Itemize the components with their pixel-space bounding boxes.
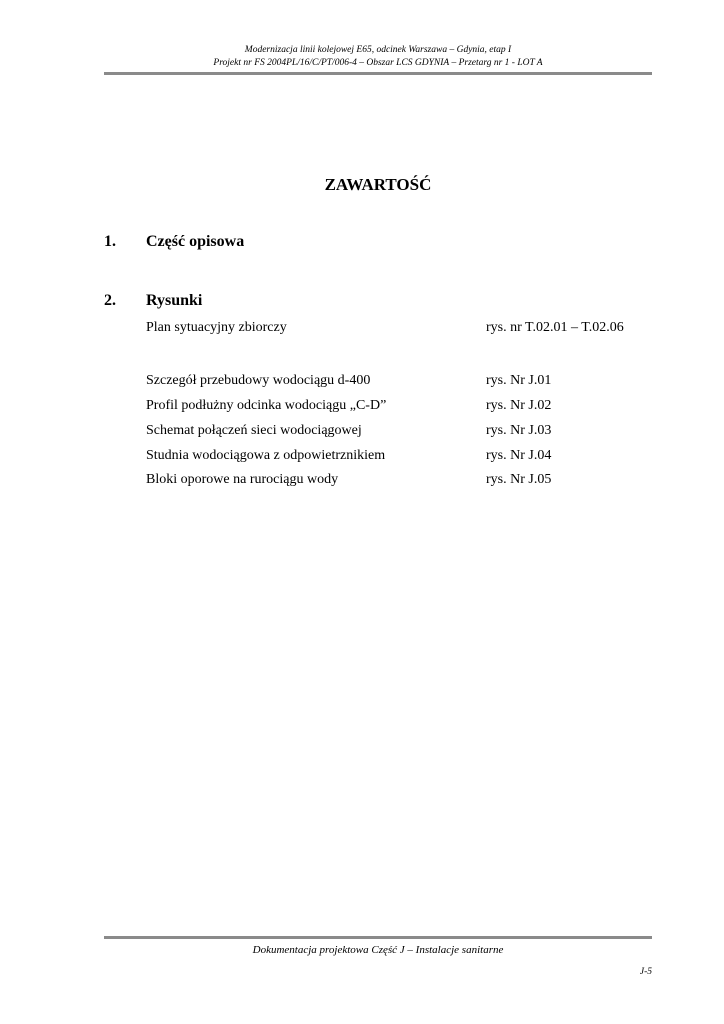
running-header: [104, 44, 652, 70]
drawing-reference: rys. nr T.02.01 – T.02.06: [486, 320, 624, 335]
section-number: 1.: [104, 233, 116, 250]
footer-rule: [104, 936, 652, 939]
section-label: Część opisowa: [146, 233, 245, 250]
drawing-description: Bloki oporowe na rurociągu wody: [146, 472, 339, 487]
drawing-reference: rys. Nr J.05: [486, 472, 552, 487]
running-footer: Dokumentacja projektowa Część J – Instalacje sanitarne: [252, 944, 504, 956]
drawing-description: Schemat połączeń sieci wodociągowej: [146, 423, 362, 438]
drawing-reference: rys. Nr J.03: [486, 423, 552, 438]
section-label: Rysunki: [146, 292, 203, 309]
drawing-description: Szczegół przebudowy wodociągu d-400: [146, 373, 371, 388]
drawing-reference: rys. Nr J.04: [486, 448, 552, 463]
header-rule: [104, 72, 652, 75]
drawing-reference: rys. Nr J.01: [486, 373, 552, 388]
drawing-description: Studnia wodociągowa z odpowietrznikiem: [146, 448, 386, 463]
section-number: 2.: [104, 292, 116, 309]
drawing-description: Plan sytuacyjny zbiorczy: [146, 320, 287, 335]
header-line-1: Modernizacja linii kolejowej E65, odcinek Warszawa – Gdynia, etap I: [244, 45, 512, 55]
header-line-2: Projekt nr FS 2004PL/16/C/PT/006-4 – Obszar LCS GDYNIA – Przetarg nr 1 - LOT A: [213, 58, 543, 68]
drawing-description: Profil podłużny odcinka wodociągu „C-D”: [146, 398, 387, 413]
page-number: J-5: [639, 967, 652, 977]
page-title: ZAWARTOŚĆ: [324, 175, 432, 194]
drawing-reference: rys. Nr J.02: [486, 398, 552, 413]
